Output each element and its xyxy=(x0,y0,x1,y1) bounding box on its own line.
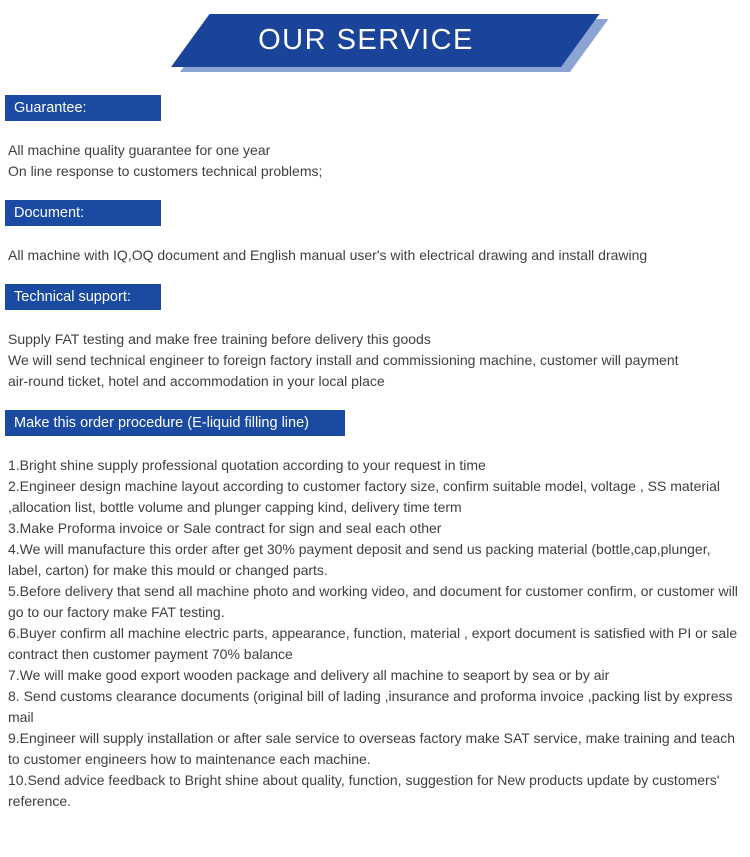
section-body-technical-support xyxy=(0,329,750,392)
text-line: go to our factory make FAT testing. xyxy=(8,604,225,620)
section-guarantee xyxy=(0,95,750,182)
section-technical-support xyxy=(0,284,750,392)
section-order-procedure xyxy=(0,410,750,812)
section-heading-document: Document: xyxy=(5,200,161,226)
text-line: ,allocation list, bottle volume and plunger capping kind, delivery time term xyxy=(8,499,462,515)
section-body-document xyxy=(0,245,750,266)
text-line: 8. Send customs clearance documents (original bill of lading ,insurance and proforma invoice ,packing list by express xyxy=(8,688,733,704)
section-heading-order-procedure: Make this order procedure (E-liquid filling line) xyxy=(5,410,345,436)
text-line: We will send technical engineer to foreign factory install and commissioning machine, customer will payment xyxy=(8,352,679,368)
text-line: 6.Buyer confirm all machine electric parts, appearance, function, material , export document is satisfied with PI or sale xyxy=(8,625,738,641)
text-line: contract then customer payment 70% balance xyxy=(8,646,293,662)
text-line: On line response to customers technical problems; xyxy=(8,163,323,179)
section-document xyxy=(0,200,750,266)
text-line: air-round ticket, hotel and accommodation in your local place xyxy=(8,373,385,389)
banner xyxy=(0,0,750,95)
section-heading-guarantee: Guarantee: xyxy=(5,95,161,121)
section-body-guarantee xyxy=(0,140,750,182)
text-line: Supply FAT testing and make free training before delivery this goods xyxy=(8,331,431,347)
text-line: to customer engineers how to maintenance each machine. xyxy=(8,751,371,767)
text-line: 7.We will make good export wooden package and delivery all machine to seaport by sea or by air xyxy=(8,667,610,683)
section-heading-technical-support: Technical support: xyxy=(5,284,161,310)
text-line: 3.Make Proforma invoice or Sale contract for sign and seal each other xyxy=(8,520,442,536)
text-line: 1.Bright shine supply professional quotation according to your request in time xyxy=(8,457,486,473)
text-line: 9.Engineer will supply installation or after sale service to overseas factory make SAT service, make training and teach xyxy=(8,730,736,746)
text-line: label, carton) for make this mould or changed parts. xyxy=(8,562,328,578)
text-line: All machine with IQ,OQ document and English manual user's with electrical drawing and install drawing xyxy=(8,247,648,263)
text-line: 5.Before delivery that send all machine photo and working video, and document for customer confirm, or customer will xyxy=(8,583,738,599)
text-line: 4.We will manufacture this order after get 30% payment deposit and send us packing material (bottle,cap,plunger, xyxy=(8,541,711,557)
text-line: 10.Send advice feedback to Bright shine about quality, function, suggestion for New products update by customers' xyxy=(8,772,720,788)
section-body-order-procedure xyxy=(0,455,750,812)
text-line: mail xyxy=(8,709,34,725)
text-line: reference. xyxy=(8,793,72,809)
text-line: All machine quality guarantee for one year xyxy=(8,142,271,158)
text-line: 2.Engineer design machine layout according to customer factory size, confirm suitable model, voltage , SS material xyxy=(8,478,721,494)
page-title: OUR SERVICE xyxy=(258,24,474,56)
